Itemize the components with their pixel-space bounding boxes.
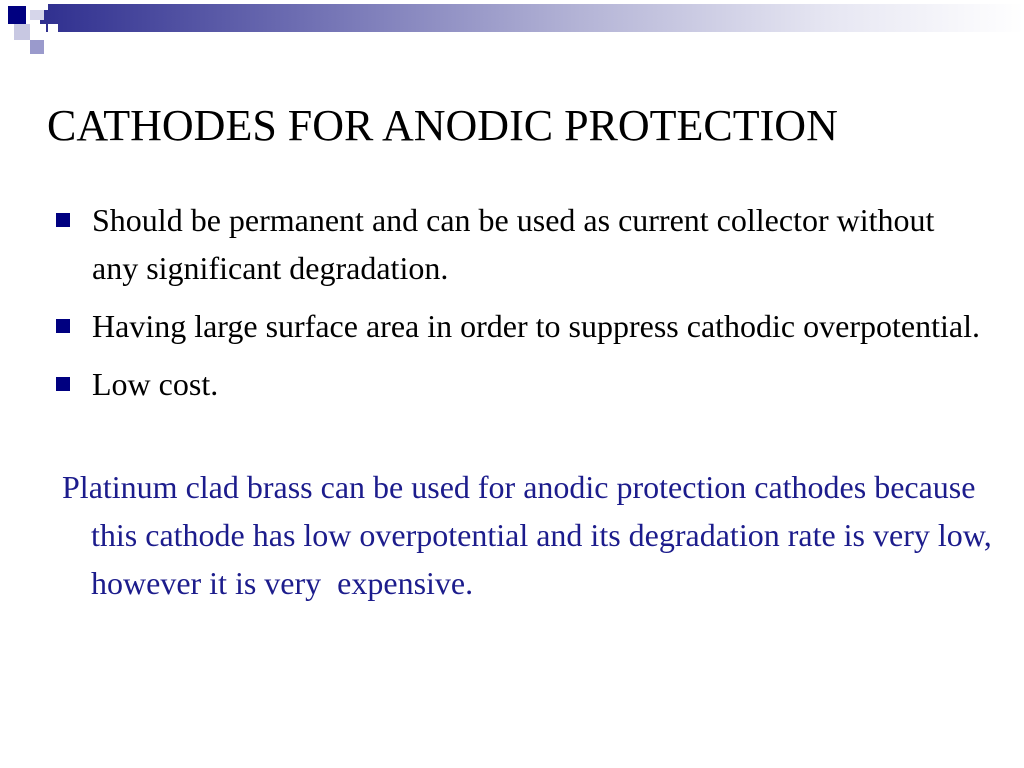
bullet-item <box>56 196 986 292</box>
square-bullet-icon <box>56 213 70 227</box>
corner-square <box>30 40 44 54</box>
corner-square <box>48 24 58 34</box>
square-bullet-icon <box>56 319 70 333</box>
slide-title: CATHODES FOR ANODIC PROTECTION <box>47 101 838 150</box>
bullet-list <box>56 196 986 418</box>
corner-square <box>8 6 26 24</box>
bullet-item <box>56 302 986 350</box>
corner-square <box>26 0 48 10</box>
note-paragraph: Platinum clad brass can be used for anodic protection cathodes because this cathode has low overpotential and its degradation rate is very low, however it is very expensive. <box>62 469 1000 601</box>
corner-square <box>30 24 46 40</box>
header-gradient-band <box>40 4 1024 32</box>
bullet-text: Low cost. <box>92 366 219 402</box>
square-bullet-icon <box>56 377 70 391</box>
corner-square <box>14 24 30 40</box>
bullet-item <box>56 360 986 408</box>
bullet-text: Having large surface area in order to suppress cathodic overpotential. <box>92 308 980 344</box>
bullet-text: Should be permanent and can be used as current collector without any significant degradation. <box>92 202 935 286</box>
